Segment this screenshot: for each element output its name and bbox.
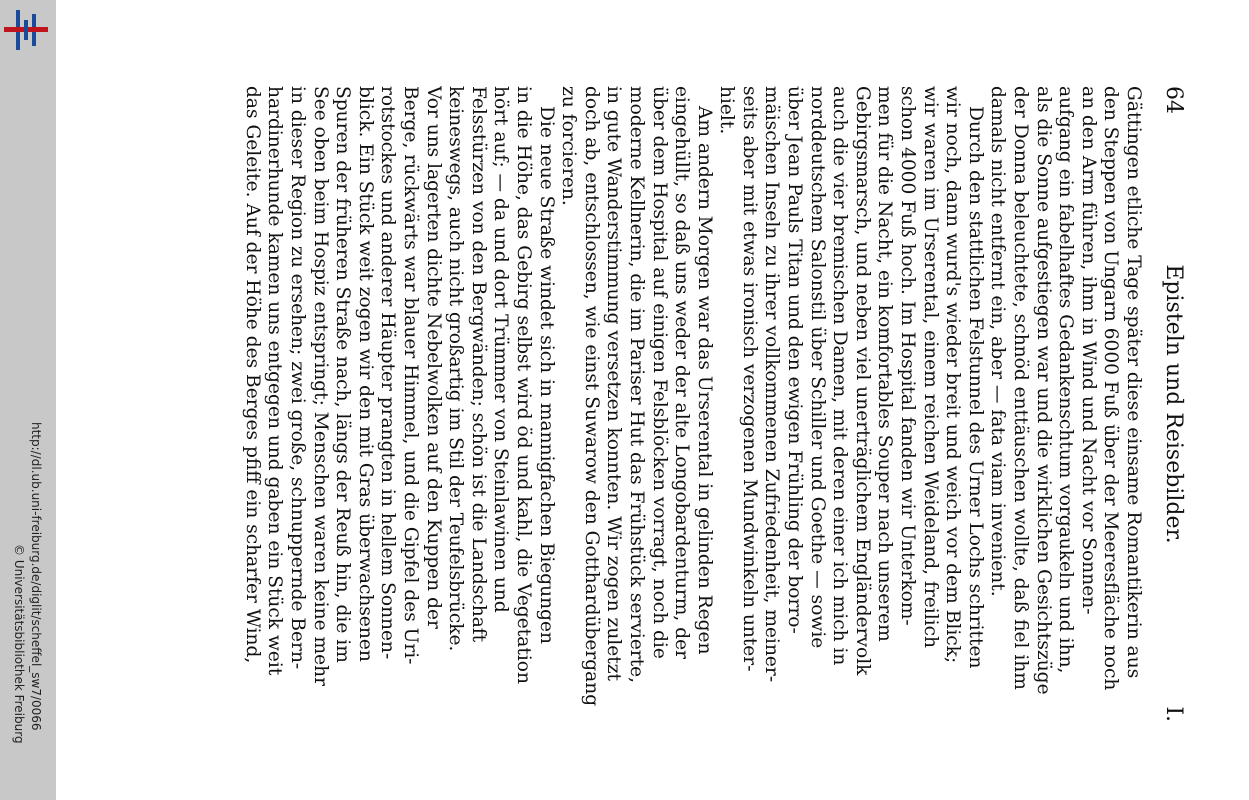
text-line: Vor uns lagerten dichte Nebelwolken auf den Kuppen der [422,86,444,629]
text-line: den Steppen von Ungarn 6000 Fuß über der Meeresfläche noch [1100,86,1122,691]
volume-number: I. [1161,706,1186,722]
text-line: men für die Nacht, ein komfortables Souper nach unserem [874,86,896,642]
text-line: in gute Wanderstimmung versetzen konnten. Wir zogen zuletzt [603,86,625,681]
text-line: auch die vier bremischen Damen, mit deren einer ich mich in [829,86,851,666]
text-line: über dem Hospital auf einigen Felsblöcken vorragt, noch die [648,86,670,659]
text-line: See oben beim Hospiz entspringt; Menschen waren keine mehr [309,86,331,687]
text-line: wir noch, dann wurd's wieder breit und weich vor dem Blick; [942,86,964,664]
running-head: Episteln und Reisebilder. [1161,264,1186,544]
text-line: hardinerhunde kamen uns entgegen und gaben ein Stück weit [264,86,286,676]
text-line: als die Sonne aufgestiegen war und die wirklichen Gesichtszüge [1032,86,1054,695]
text-line: keineswegs, auch nicht großartig im Stil der Teufelsbrücke. [445,86,467,652]
text-line: Gebirgsmarsch, und neben viel unerträglichem Engländervolk [851,86,873,676]
text-line: blick. Ein Stück weit zogen wir den mit Gras überwachsenen [354,86,376,662]
text-line: Felsstürzen von den Bergwänden; schön ist die Landschaft [467,86,489,643]
page-number: 64 [1161,86,1186,114]
text-line: das Geleite. Auf der Höhe des Berges pfiff ein scharfer Wind, [241,86,263,664]
copyright-notice: © Universitätsbibliothek Freiburg [12,544,26,744]
text-line: norddeutschem Salonstil über Schiller und Goethe — sowie [806,86,828,649]
text-line: moderne Kellnerin, die im Pariser Hut das Frühstück servierte, [625,86,647,684]
text-line: in dieser Region zu ersehen; zwei große, schnuppernde Bern- [287,86,309,670]
page-body-text [240,86,1144,722]
text-line: rotstockes und anderer Häupter prangten in hellem Sonnen- [377,86,399,660]
text-line: hört auf; — da und dort Trümmer von Steinlawinen und [490,86,512,613]
text-line: wir waren im Urserental, einem reichen Weideland, freilich [919,86,941,648]
text-line: damals nicht entfernt ein, aber — fata viam invenient. [987,86,1009,597]
text-line: zu forcieren. [558,86,580,206]
text-line: Am andern Morgen war das Urserental in gelinden Regen [693,106,715,655]
rotated-page-content [106,0,1186,800]
text-line: Spuren der früheren Straße nach, längs der Reuß hin, die im [332,86,354,663]
text-line: mäischen Inseln zu ihrer vollkommenen Zufriedenheit, meiner- [761,86,783,683]
source-url[interactable]: http://dl.ub.uni-freiburg.de/diglit/scheffel_sw7/0066 [29,422,43,731]
text-line: Die neue Straße windet sich in mannigfachen Biegungen [535,106,557,645]
page-header [1158,86,1186,722]
scanned-page [56,0,1249,800]
text-line: über Jean Pauls Titan und den ewigen Frühling der borro- [784,86,806,634]
text-line: aufgang ein fabelhaftes Gedankenschtum vorgaukeln und ihn, [1055,86,1077,674]
text-line: Gättingen etliche Tage später diese einsame Romantikerin aus [1123,86,1144,679]
text-line: Berge, rückwärts war blauer Himmel, und die Gipfel des Uri- [400,86,421,665]
text-line: Durch den stattlichen Felstunnel des Urner Lochs schritten [964,106,986,669]
text-line: seits aber mit etwas ironisch verzogenen Mundwinkeln unter- [738,86,760,672]
text-line: doch ab, entschlossen, wie einst Suwarow den Gotthardübergang [580,86,602,707]
viewer-sidebar [0,0,56,800]
text-line: hielt. [716,86,738,135]
text-line: der Donna beleuchtete, schnöd enttäuschen wollte, daß fiel ihm [1010,86,1032,690]
text-line: schon 4000 Fuß hoch. Im Hospital fanden wir Unterkom- [897,86,919,626]
text-line: an den Arm führen, ihm in Wind und Nacht vor Sonnen- [1077,86,1099,615]
text-line: eingehüllt, so daß uns weder der alte Longobardenturm, der [671,86,693,660]
university-library-logo-icon[interactable] [4,10,48,50]
text-line: in die Höhe, das Gebirg selbst wird öd und kahl, die Vegetation [512,86,534,684]
